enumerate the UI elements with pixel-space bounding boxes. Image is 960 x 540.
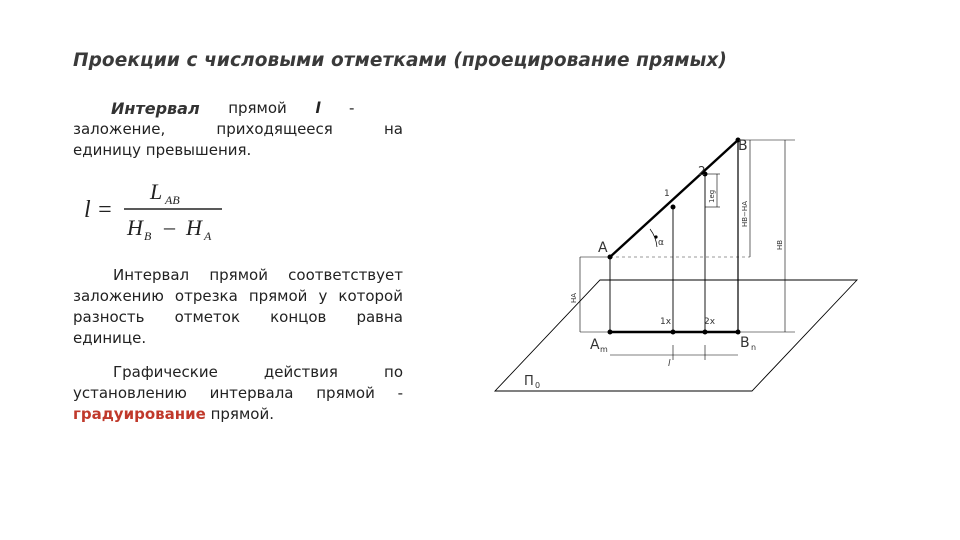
- projection-diagram: [480, 125, 880, 405]
- definition-dash: -: [349, 99, 355, 117]
- label-bn-sub: n: [751, 343, 757, 352]
- point-bn: [736, 330, 741, 335]
- definition-word-a: заложение,: [73, 120, 166, 138]
- label-plane: П: [524, 374, 534, 389]
- point-1x: [671, 330, 676, 335]
- label-l: l: [668, 359, 671, 369]
- definition-paragraph: [73, 98, 403, 161]
- formula-lhs: l =: [84, 197, 113, 223]
- label-2x: 2x: [704, 317, 716, 327]
- label-b: B: [738, 138, 748, 154]
- label-am: A: [590, 337, 600, 353]
- definition-word-b: приходящееся: [216, 120, 333, 138]
- label-1x: 1x: [660, 317, 672, 327]
- point-a: [608, 255, 613, 260]
- definition-variable: l: [315, 99, 321, 117]
- formula-numerator-sub: AB: [165, 193, 180, 207]
- label-2: 2: [698, 164, 706, 178]
- definition-line-2: [73, 119, 403, 140]
- point-2x: [703, 330, 708, 335]
- formula-den-h2-sub: A: [204, 229, 212, 243]
- formula-den-h1-sub: B: [144, 229, 152, 243]
- interval-formula: [82, 175, 232, 245]
- label-hb: HB: [776, 239, 784, 250]
- graduation-text: Графические действия по установлению интервала прямой -: [73, 363, 403, 402]
- page-title: Проекции с числовыми отметками (проецирование прямых): [73, 50, 727, 71]
- label-1eg: 1eg: [708, 189, 716, 203]
- label-am-sub: m: [600, 345, 608, 354]
- graduation-tail: прямой.: [210, 405, 274, 423]
- label-1: 1: [664, 189, 670, 199]
- label-a: A: [598, 240, 608, 256]
- graduation-paragraph: [73, 362, 403, 425]
- definition-line-3: единицу превышения.: [73, 141, 252, 159]
- point-1: [671, 205, 676, 210]
- label-bn: B: [740, 335, 750, 351]
- graduation-term: градуирование: [73, 405, 206, 423]
- label-hb-minus-ha: HB−HA: [741, 201, 749, 227]
- formula-den-h1: H: [127, 215, 143, 240]
- formula-den-h2: H: [186, 215, 202, 240]
- definition-word-c: на: [384, 120, 403, 138]
- label-plane-sub: 0: [535, 381, 541, 390]
- formula-numerator: L: [150, 179, 163, 204]
- line-ab: [610, 140, 738, 257]
- label-ha: HA: [570, 292, 578, 303]
- definition-word: прямой: [228, 99, 287, 117]
- label-alpha: α: [658, 238, 664, 248]
- projection-plane: [495, 280, 857, 391]
- definition-line-1: [73, 98, 403, 119]
- definition-term: Интервал: [111, 99, 200, 118]
- interval-explanation: Интервал прямой соответствует заложению отрезка прямой у которой разность отметок концов равна единице.: [73, 266, 403, 347]
- point-am: [608, 330, 613, 335]
- formula-minus: –: [164, 214, 175, 239]
